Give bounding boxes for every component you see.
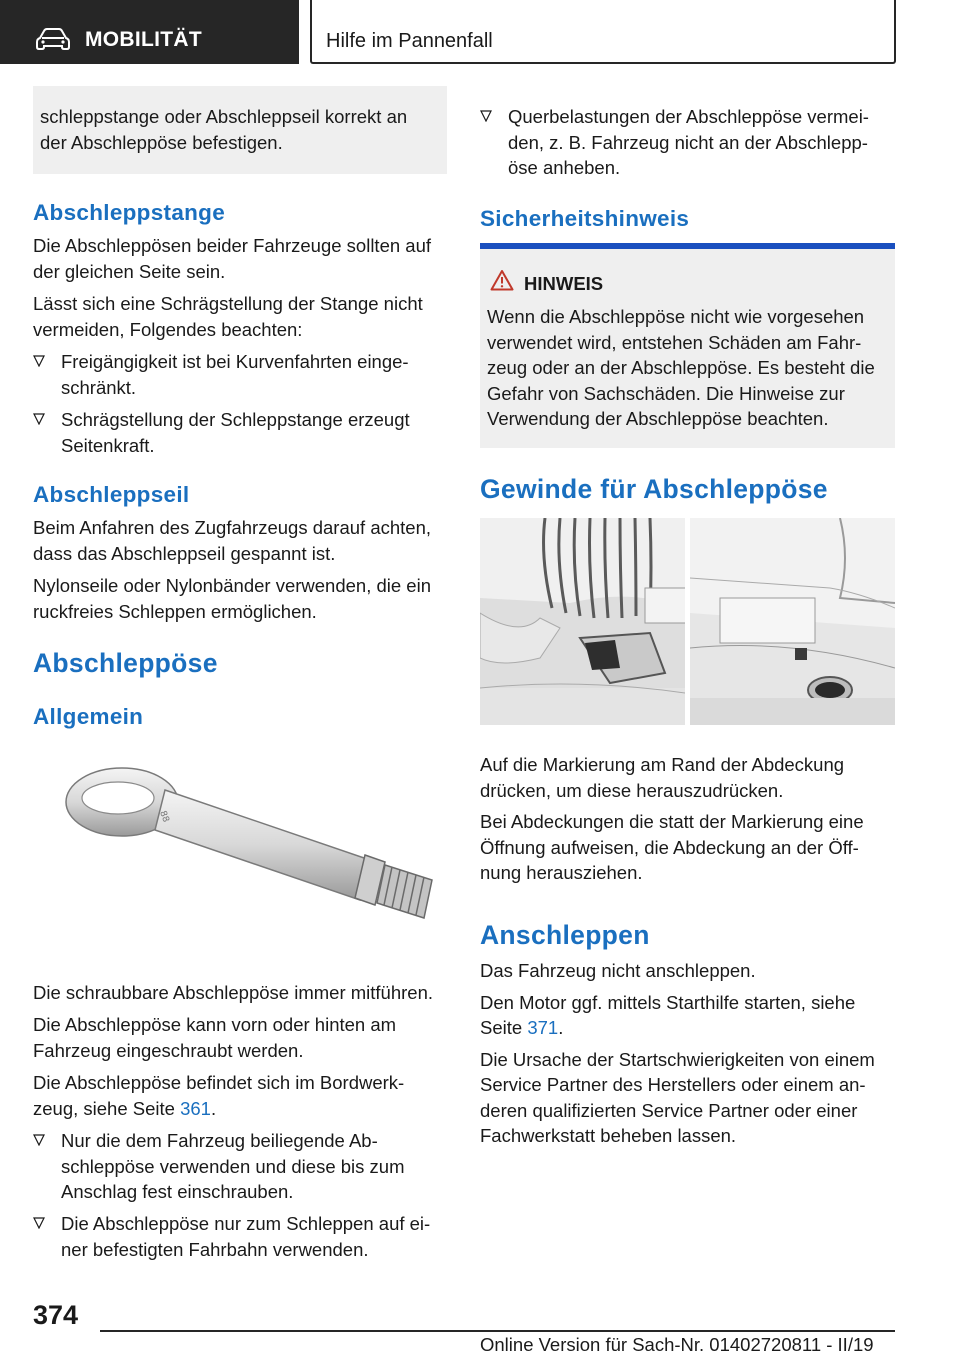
paragraph-line xyxy=(33,1096,216,1122)
list-item-line: Schrägstellung der Schleppstange erzeugt xyxy=(61,409,410,430)
list-item xyxy=(33,349,409,400)
paragraph-text: zeug, siehe Seite xyxy=(33,1098,181,1119)
chapter-header xyxy=(0,0,299,64)
list-item-line: Querbelastungen der Abschleppöse vermei- xyxy=(508,106,869,127)
triangle-bullet-icon xyxy=(480,110,492,122)
section-title: Hilfe im Pannenfall xyxy=(326,30,493,52)
list-item xyxy=(33,1128,405,1205)
heading-abschleppoese: Abschleppöse xyxy=(33,648,218,678)
list-item-line: schränkt. xyxy=(61,376,137,398)
warning-icon xyxy=(490,269,514,291)
paragraph-line: Den Motor ggf. mittels Starthilfe starten, siehe xyxy=(480,992,856,1013)
heading-sicherheitshinweis: Sicherheitshinweis xyxy=(480,206,690,231)
list-item-line: Anschlag fest einschrauben. xyxy=(61,1181,294,1202)
heading-anschleppen: Anschleppen xyxy=(480,920,650,950)
note-line: Wenn die Abschleppöse nicht wie vorgesehen xyxy=(487,306,865,327)
paragraph-line: Fachwerkstatt beheben lassen. xyxy=(480,1125,737,1146)
list-item-line: öse anheben. xyxy=(508,157,621,178)
paragraph-line: Die Abschleppösen beider Fahrzeuge sollten auf xyxy=(33,235,432,256)
heading-abschleppstange: Abschleppstange xyxy=(33,200,226,225)
list-item xyxy=(33,407,410,458)
footer-text: Online Version für Sach-Nr. 01402720811 - II/19 xyxy=(480,1334,874,1355)
heading-gewinde: Gewinde für Abschleppöse xyxy=(480,474,828,504)
paragraph-line: ruckfreies Schleppen ermöglichen. xyxy=(33,601,317,622)
list-item-line: schleppöse verwenden und diese bis zum xyxy=(61,1155,405,1177)
paragraph-line: nung herausziehen. xyxy=(480,862,643,883)
section-header xyxy=(310,0,896,64)
list-item-line: Die Abschleppöse nur zum Schleppen auf ei- xyxy=(61,1213,431,1234)
page-number: 374 xyxy=(33,1300,79,1330)
paragraph-line: Die schraubbare Abschleppöse immer mitführen. xyxy=(33,982,433,1003)
note-line: Verwendung der Abschleppöse beachten. xyxy=(487,408,829,429)
tow-hook-illustration xyxy=(60,760,440,930)
note-line: zeug oder an der Abschleppöse. Es besteht die xyxy=(487,357,875,378)
note-line: verwendet wird, entstehen Schäden am Fahr- xyxy=(487,332,862,353)
paragraph-line: der gleichen Seite sein. xyxy=(33,261,226,282)
footer-rule xyxy=(100,1330,895,1332)
heading-allgemein: Allgemein xyxy=(33,704,144,729)
paragraph-line: drücken, um diese herauszudrücken. xyxy=(480,780,784,801)
note-line: Gefahr von Sachschäden. Die Hinweise zur xyxy=(487,383,845,404)
list-item-line: ner befestigten Fahrbahn verwenden. xyxy=(61,1238,369,1260)
paragraph-line: Beim Anfahren des Zugfahrzeugs darauf achten, xyxy=(33,517,432,538)
list-item-line: Freigängigkeit ist bei Kurvenfahrten einge- xyxy=(61,351,409,372)
paragraph-line: Bei Abdeckungen die statt der Markierung eine xyxy=(480,811,864,832)
note-title: HINWEIS xyxy=(524,273,604,294)
paragraph-line: deren qualifizierten Service Partner oder einer xyxy=(480,1100,858,1121)
box-text-line: der Abschleppöse befestigen. xyxy=(40,132,283,153)
paragraph-line: Das Fahrzeug nicht anschleppen. xyxy=(480,960,756,981)
paragraph-text: . xyxy=(210,1098,217,1119)
box-text-line: schleppstange oder Abschleppseil korrekt an xyxy=(40,106,408,127)
list-item-line: Seitenkraft. xyxy=(61,434,155,456)
paragraph-text: Seite xyxy=(480,1017,528,1038)
triangle-bullet-icon xyxy=(33,1134,45,1146)
paragraph-line: dass das Abschleppseil gespannt ist. xyxy=(33,543,336,564)
triangle-bullet-icon xyxy=(33,1217,45,1229)
page-link-361[interactable]: 361 xyxy=(180,1098,211,1119)
paragraph-line: Öffnung aufweisen, die Abdeckung an der Öff- xyxy=(480,837,859,858)
paragraph-line: Auf die Markierung am Rand der Abdeckung xyxy=(480,754,845,775)
paragraph-text: . xyxy=(558,1017,564,1038)
heading-abschleppseil: Abschleppseil xyxy=(33,482,190,507)
front-bumper-photo xyxy=(480,518,685,725)
paragraph-line: Die Ursache der Startschwierigkeiten von einem xyxy=(480,1049,875,1070)
paragraph-line: Lässt sich eine Schrägstellung der Stange nicht xyxy=(33,293,423,314)
page-link-371[interactable]: 371 xyxy=(527,1017,559,1038)
paragraph-line: Fahrzeug eingeschraubt werden. xyxy=(33,1040,304,1061)
paragraph-line: Die Abschleppöse kann vorn oder hinten am xyxy=(33,1014,397,1035)
triangle-bullet-icon xyxy=(33,413,45,425)
paragraph-line: vermeiden, Folgendes beachten: xyxy=(33,319,303,340)
paragraph-line: Die Abschleppöse befindet sich im Bordwerk- xyxy=(33,1072,405,1093)
list-item-line: den, z. B. Fahrzeug nicht an der Abschlepp- xyxy=(508,131,868,153)
paragraph-line xyxy=(480,1015,563,1041)
list-item xyxy=(33,1211,430,1262)
paragraph-line: Service Partner des Herstellers oder einem an- xyxy=(480,1074,866,1095)
chapter-title: MOBILITÄT xyxy=(85,28,203,51)
rear-bumper-photo xyxy=(690,518,895,725)
list-item-line: Nur die dem Fahrzeug beiliegende Ab- xyxy=(61,1130,378,1151)
svg-text:88: 88 xyxy=(157,809,171,824)
car-icon xyxy=(36,28,70,50)
paragraph-line: Nylonseile oder Nylonbänder verwenden, die ein xyxy=(33,575,431,596)
triangle-bullet-icon xyxy=(33,355,45,367)
list-item xyxy=(480,104,869,181)
